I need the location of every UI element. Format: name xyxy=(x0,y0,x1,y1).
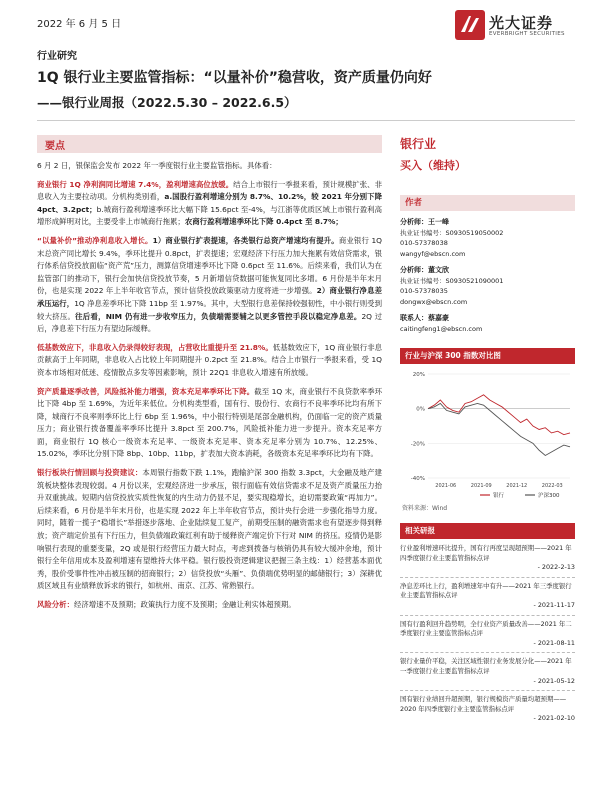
logo-text-en: EVERBRIGHT SECURITIES xyxy=(489,31,565,37)
chart-heading-bar xyxy=(400,348,575,364)
profit-paragraph: 商业银行 1Q 净利润同比增速 7.4%，盈利增速高位放缓。结合上市银行一季报来看，预计规模扩张、非息收入为主要拉动项。分机构类别看，a.国股行盈利增速分别为 8.7%、10.2%，较 2021 年分别下降 4pct、3.2pct；b.城商行盈利增速季环比大幅下降 15.6pct 至-4%，与江浙等优质区域上市银行盈利高增形成鲜明对比，主要受非上市城商行拖累；农商行盈利增速季环比下降 0.4pct 至 8.7%； xyxy=(37,179,382,227)
risk-paragraph: 风险分析：经济增速不及预期；政策执行力度不及预期；金融让利实体超预期。 xyxy=(37,600,296,609)
intro-paragraph: 6 月 2 日，银保监会发布 2022 年一季度银行业主要监管指标。具体看： xyxy=(37,161,277,170)
authors-heading: 作者 xyxy=(405,198,423,208)
related-heading: 相关研报 xyxy=(405,526,435,535)
analyst-1: 分析师：王一峰 执业证书编号：S0930519050002 010-57378038 wangyf@ebscn.com xyxy=(400,217,575,259)
authors-heading-bar xyxy=(400,195,575,211)
related-reports xyxy=(400,544,575,728)
sidebar xyxy=(400,135,575,334)
page-subtitle: ——银行业周报（2022.5.30 – 2022.6.5） xyxy=(37,95,297,110)
related-heading-bar xyxy=(400,523,575,539)
chart-title: 行业与沪深 300 指数对比图 xyxy=(405,351,501,360)
x-tick-label: 2022-03 xyxy=(541,483,563,489)
related-report-item[interactable]: 行业盈利增速环比提升，国有行再度呈现超预期——2021 年四季度银行业主要监管指标点评 - 2022-2-13 xyxy=(400,544,575,572)
analyst-email[interactable]: dongwx@ebscn.com xyxy=(400,297,468,306)
rating-label: 买入（维持） xyxy=(400,159,466,172)
series-line-银行 xyxy=(428,395,570,435)
summary-heading-bar xyxy=(37,135,382,153)
divider xyxy=(37,120,575,121)
y-tick-label: -40% xyxy=(410,476,425,482)
index-comparison-chart xyxy=(400,366,575,501)
company-logo xyxy=(455,10,575,44)
y-tick-label: 20% xyxy=(412,372,425,378)
analyst-email[interactable]: wangyf@ebscn.com xyxy=(400,249,466,258)
report-date: 2022 年 6 月 5 日 xyxy=(37,19,122,30)
related-report-item[interactable]: 净息差环比上行，盈利增速年中有升——2021 年三季度银行业主要监管指标点评 - 2021-11-17 xyxy=(400,581,575,609)
separator xyxy=(400,577,575,578)
x-tick-label: 2021-06 xyxy=(435,483,457,489)
series-line-沪深300 xyxy=(428,403,570,455)
asset-quality-paragraph: 资产质量逐季改善，风险抵补能力增强，资本充足率季环比下降。截至 1Q 末，商业银行不良贷款率季环比下降 4bp 至 1.69%，为近年来低位。分机构类型看，国有行、股份行、农商行不良率季环比均有所下降，城商行不良率则季环比上行 6bp 至 1.96%，中小银行特别是尾部金融机构，仍面临一定的资产质量压力；商业银行拨备覆盖率季环比提升 3.8pct 至 200.7%，风险抵补能力进一步提升。资本充足率方面，商业银行 1Q 核心一级资本充足率、一级资本充足率、资本充足率分别为 10.7%、12.25%、15.02%，季环比分别下降 8bp、10bp、11bp，扩表加大资本消耗，各级资本充足率季环比均有下降。 xyxy=(37,386,382,459)
interest-paragraph: “以量补价”推动净利息收入增长。1）商业银行扩表提速，各类银行总资产增速均有提升。商业银行 1Q 末总资产同比增长 9.4%，季环比提升 0.8pct，扩表提速；宏观经济下行压力加大拖累有效信贷需求，银行体系信贷投放面临“资产荒”压力，测算信贷增速季环比下降 0.6pct 至 11.6%。后续来看，我们认为在监管部门的推动下，银行会加快信贷投放节奏，5 月新增信贷数据可能恢复同比多增。6 月份是半年末月份，也是实现 2022 年上半年收官节点，预计信贷投放政策驱动力度将进一步增强。2）商业银行净息差承压运行，1Q 净息差季环比下降 11bp 至 1.97%。其中，大型银行息差保持较强韧性，中小银行则受到较大挤压。往后看，NIM 仍有进一步收窄压力，负债端需要辅之以更多管控手段以稳定净息差。2Q 过后，净息差下行压力有望边际缓释。 xyxy=(37,235,383,334)
industry-label: 银行业 xyxy=(400,137,437,151)
legend-label: 沪深300 xyxy=(538,493,560,499)
x-tick-label: 2021-09 xyxy=(470,483,492,489)
x-tick-label: 2021-12 xyxy=(506,483,528,489)
investment-paragraph: 银行板块行情回顾与投资建议：本周银行指数下跌 1.1%，跑输沪深 300 指数 3.3pct，大金融及地产建筑板块整体表现较弱。4 月份以来，宏观经济进一步承压，银行面临有效信贷需求不足及资产质量压力抬升双重挑战。短期内信贷投放实质性恢复的内生动力仍显不足，要实现稳增长，迫切需要政策“再加力”。后续来看，6 月份是半年末月份，也是实现 2022 年上半年收官节点，预计央行会进一步强化指导力度。同时，随着一揽子“稳增长”举措逐步落地、企业陆续复工复产，前期受压制的融资需求也有望逐步得到释放；资产端定价虽有下行压力，但负债端政策红利有助于缓释资产端定价下行对 NIM 的挤压。疫情仍是影响银行表现的重要变量，2Q 或是银行经营压力最大时点，考虑到拨备与核销仍具有较大缓冲余地，预计银行全年信用成本及盈利增速有望维持大体平稳。银行股投资逻辑建议把握三条主线：1）经营基本面优秀，股价受事件性冲击被压制的招商银行；2）信贷投放“头雁”、负债端优势明显的邮储银行；3）深耕优质区域且有业绩释放诉求的银行，如杭州、南京、江苏、常熟银行。 xyxy=(37,468,382,591)
non-interest-paragraph: 低基数效应下，非息收入仍录得较好表现，占营收比重提升至 21.8%。低基数效应下，1Q 商业银行非息贡献高于上年同期，非息收入占比较上年同期提升 0.2pct 至 21.8%。结合上市银行一季报来看，受 1Q 资本市场相对低迷、疫情散点多发等因素影响，预计 22Q1 非息收入增速有所放缓。 xyxy=(37,342,382,377)
separator xyxy=(400,615,575,616)
y-tick-label: 0% xyxy=(416,406,425,413)
summary-body xyxy=(37,160,382,618)
related-report-item[interactable]: 国有银行业绩回升超预期，银行规模资产质量均超预期——2020 年四季度银行业主要监管指标点评 - 2021-02-10 xyxy=(400,695,575,723)
related-report-item[interactable]: 银行业量价平稳，关注区域性银行业务发展分化——2021 年一季度银行业主要监管指标点评 - 2021-05-12 xyxy=(400,657,575,685)
summary-heading: 要点 xyxy=(45,141,65,152)
analyst-2: 分析师：董文欣 执业证书编号：S0930521090001 010-57378035 dongwx@ebscn.com xyxy=(400,265,575,307)
y-tick-label: -20% xyxy=(410,441,425,448)
report-category: 行业研究 xyxy=(37,51,77,62)
logo-text-cn: 光大证券 xyxy=(489,14,554,32)
page-title: 1Q 银行业主要监管指标：“以量补价”稳营收，资产质量仍向好 xyxy=(37,70,432,86)
separator xyxy=(400,652,575,653)
logo-icon xyxy=(455,10,485,40)
chart-source: 资料来源：Wind xyxy=(402,505,448,512)
contact: 联系人：蔡嘉豪 caitingfeng1@ebscn.com xyxy=(400,313,575,334)
contact-email[interactable]: caitingfeng1@ebscn.com xyxy=(400,324,483,333)
separator xyxy=(400,690,575,691)
related-report-item[interactable]: 国有行盈利回升趋势明，全行业资产质量改善——2021 年二季度银行业主要监管指标点评 - 2021-08-11 xyxy=(400,619,575,647)
legend-label: 银行 xyxy=(493,493,505,499)
